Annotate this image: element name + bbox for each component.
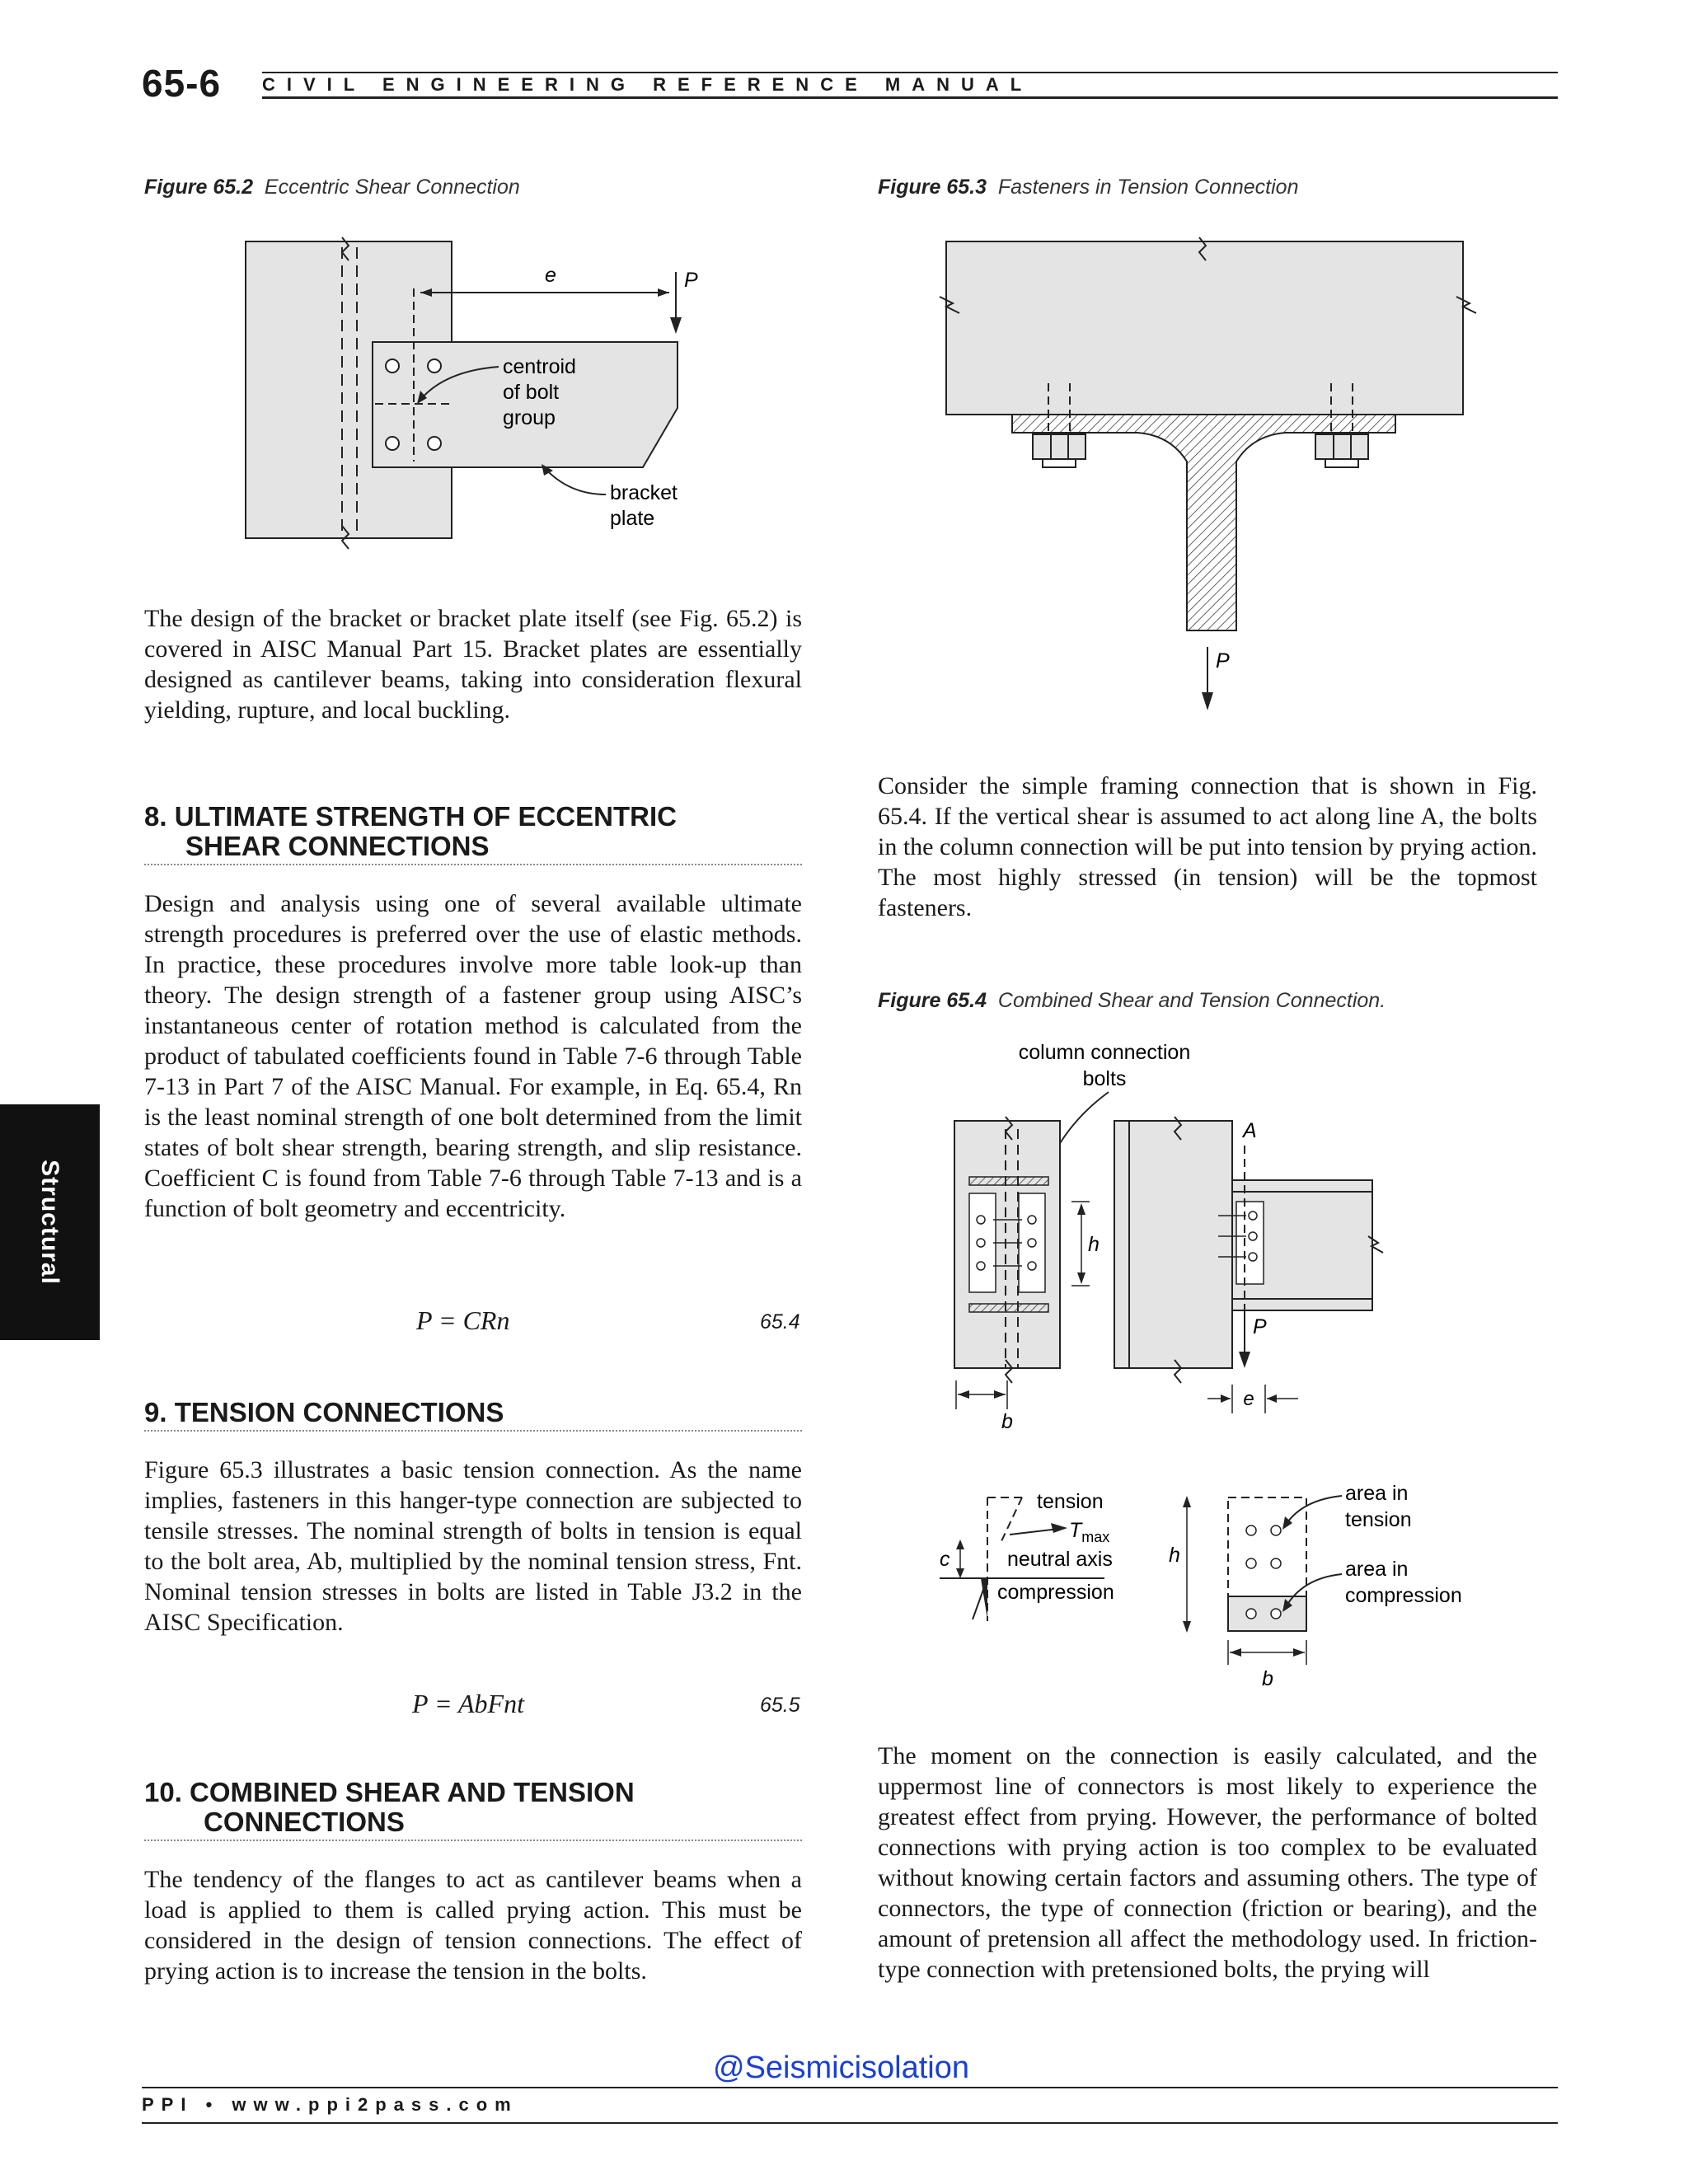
figure-number: Figure 65.3 bbox=[878, 176, 987, 199]
equation-number: 65.4 bbox=[760, 1310, 800, 1333]
centroid-label: of bolt bbox=[503, 381, 560, 404]
equation-number: 65.5 bbox=[760, 1694, 800, 1717]
section-heading-8-line2: SHEAR CONNECTIONS bbox=[185, 831, 490, 861]
section-heading-10-line2: CONNECTIONS bbox=[204, 1807, 405, 1837]
area-tension-label: tension bbox=[1345, 1508, 1412, 1531]
figure-eccentric-shear bbox=[239, 235, 701, 552]
area-tension-label: area in bbox=[1345, 1482, 1409, 1505]
paragraph-moment: The moment on the connection is easily calculated, and the uppermost line of connectors is most likely to experience the greatest effect from prying. However, the performance of bolted connections with prying action is too complex to be evaluated without knowing certain factors and assuming others. The type of connectors, the type of connection (friction or bearing), and the amount of pretension all affect the methodology used. In friction-type connection with pretensioned bolts, the prying will bbox=[878, 1742, 1537, 1983]
figure-tension-connection bbox=[931, 231, 1484, 717]
b-label: b bbox=[1001, 1410, 1013, 1433]
figure-number: Figure 65.2 bbox=[144, 176, 253, 199]
area-compression-label: compression bbox=[1345, 1584, 1462, 1607]
watermark: @Seismicisolation bbox=[713, 2050, 970, 2085]
column-connection-label: column connection bbox=[1018, 1041, 1191, 1064]
section-number: 9. bbox=[144, 1397, 167, 1427]
beam-shape bbox=[946, 241, 1463, 415]
column-shape bbox=[1114, 1121, 1232, 1368]
p-label: P bbox=[1253, 1315, 1267, 1338]
bracket-label: bracket bbox=[610, 481, 678, 504]
page-number: 65-6 bbox=[142, 62, 222, 105]
side-tab-label: Structural bbox=[36, 1160, 63, 1285]
compression-label: compression bbox=[997, 1581, 1114, 1604]
equation-65-4: P = CRn bbox=[416, 1305, 510, 1335]
neutral-axis-label: neutral axis bbox=[1007, 1548, 1113, 1571]
figure-title: Fasteners in Tension Connection bbox=[997, 176, 1299, 199]
e-label: e bbox=[1243, 1388, 1254, 1410]
c-label: c bbox=[940, 1548, 950, 1571]
section-number: 8. bbox=[144, 801, 167, 832]
section-heading-8 bbox=[144, 802, 677, 832]
figure-title: Combined Shear and Tension Connection. bbox=[997, 989, 1386, 1012]
section-heading-9 bbox=[144, 1398, 504, 1427]
figure-caption bbox=[878, 176, 1298, 199]
p-label: P bbox=[684, 269, 698, 292]
e-label: e bbox=[545, 264, 556, 287]
heading-rule bbox=[144, 1840, 802, 1841]
equation-65-5: P = AbFnt bbox=[412, 1689, 524, 1718]
section-heading-10 bbox=[144, 1778, 635, 1807]
centroid-label: group bbox=[503, 406, 556, 429]
a-label: A bbox=[1243, 1119, 1257, 1142]
figure-caption bbox=[144, 176, 520, 199]
heading-rule bbox=[144, 1430, 802, 1432]
section-title: TENSION CONNECTIONS bbox=[174, 1397, 504, 1427]
p-label: P bbox=[1216, 649, 1230, 673]
section-title: COMBINED SHEAR AND TENSION bbox=[190, 1777, 635, 1807]
bracket-label: plate bbox=[610, 507, 655, 530]
heading-rule bbox=[144, 864, 802, 865]
figure-number: Figure 65.4 bbox=[878, 989, 987, 1012]
tension-label: tension bbox=[1037, 1490, 1104, 1513]
area-compression-label: area in bbox=[1345, 1558, 1409, 1581]
header-rule bbox=[262, 72, 1558, 73]
column-connection-label: bolts bbox=[1082, 1067, 1127, 1090]
figure-combined-connection bbox=[931, 1034, 1500, 1694]
compression-area bbox=[1228, 1596, 1306, 1631]
h-label: h bbox=[1169, 1544, 1180, 1567]
section-number: 10. bbox=[144, 1777, 182, 1807]
tmax-label: $T_{max}$ bbox=[1069, 1519, 1110, 1545]
h-label: h bbox=[1088, 1233, 1100, 1256]
paragraph-section-9: Figure 65.3 illustrates a basic tension connection. As the name implies, fasteners in this hanger-type connection are subjected to tensile stresses. The nominal strength of bolts in tension is equal to the bolt area, Ab, multiplied by the nominal tension stress, Fnt. Nominal tension stresses in bolts are listed in Table J3.2 in the AISC Specification. bbox=[144, 1456, 802, 1636]
section-title: ULTIMATE STRENGTH OF ECCENTRIC bbox=[174, 801, 677, 832]
footer-rule bbox=[142, 2087, 1558, 2088]
paragraph-section-8: Design and analysis using one of several available ultimate strength procedures is preferred over the use of elastic methods. In practice, these procedures involve more table look-up than theory. The design strength of a fastener group using AISC’s instantaneous center of rotation method is calculated from the product of tabulated coefficients found in Table 7-6 through Table 7-13 in Part 7 of the AISC Manual. For example, in Eq. 65.4, Rn is the least nominal strength of one bolt determined from the limit states of bolt shear strength, bearing strength, and slip resistance. Coefficient C is found from Table 7-6 through Table 7-13 and is a function of bolt geometry and eccentricity. bbox=[144, 890, 802, 1222]
centroid-label: centroid bbox=[503, 355, 576, 378]
b-label: b bbox=[1262, 1667, 1273, 1690]
paragraph-bracket: The design of the bracket or bracket plate itself (see Fig. 65.2) is covered in AISC Manual Part 15. Bracket plates are essentially designed as cantilever beams, taking into consideration flexural yielding, rupture, and local buckling. bbox=[144, 605, 802, 724]
paragraph-section-10: The tendency of the flanges to act as cantilever beams when a load is applied to them is called prying action. This must be considered in the design of tension connections. The effect of prying action is to increase the tension in the bolts. bbox=[144, 1866, 802, 1985]
running-title: CIVIL ENGINEERING REFERENCE MANUAL bbox=[262, 74, 1034, 95]
figure-title: Eccentric Shear Connection bbox=[264, 176, 520, 199]
figure-caption bbox=[878, 989, 1386, 1013]
footer-rule bbox=[142, 2122, 1558, 2124]
footer-link[interactable]: PPI • www.ppi2pass.com bbox=[142, 2094, 518, 2115]
paragraph-framing: Consider the simple framing connection that is shown in Fig. 65.4. If the vertical shear is assumed to act along line A, the bolts in the column connection will be put into tension by prying action. The most highly stressed (in tension) will be the topmost fasteners. bbox=[878, 772, 1537, 921]
header-rule bbox=[262, 96, 1558, 99]
